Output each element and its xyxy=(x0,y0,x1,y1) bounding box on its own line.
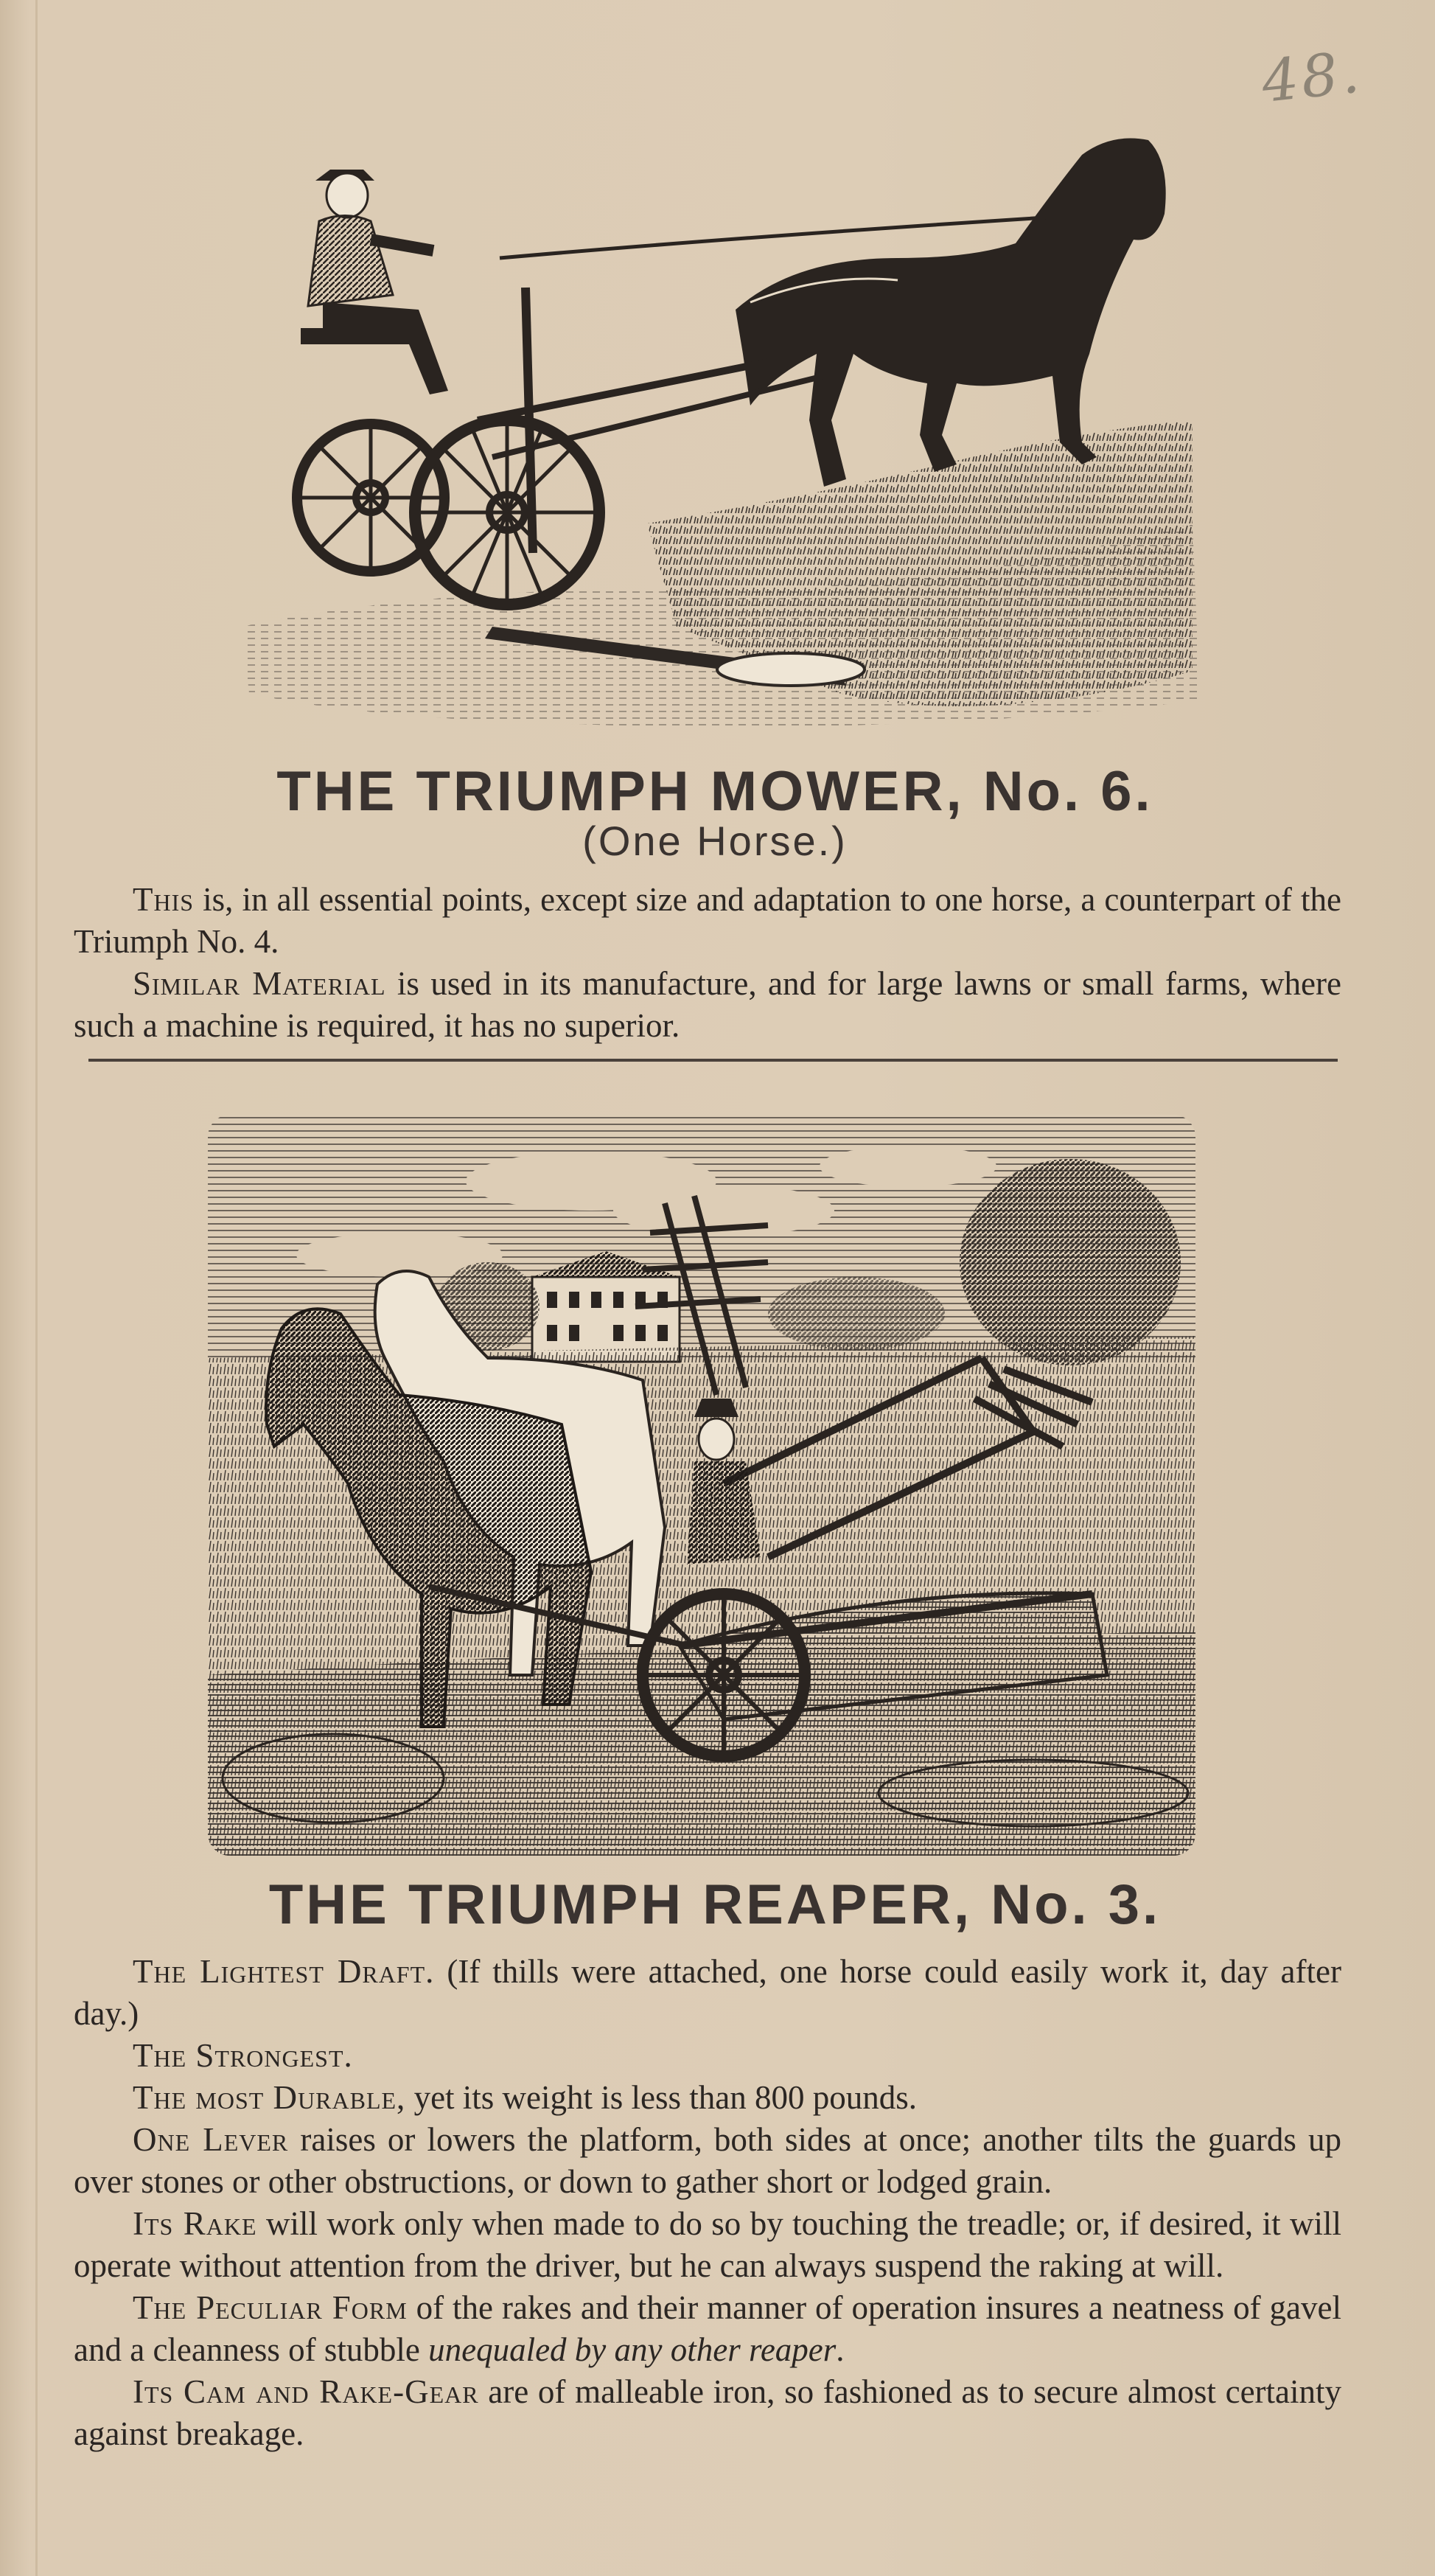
mower-engraving-svg xyxy=(234,111,1206,752)
mower-title: THE TRIUMPH MOWER, No. 6. xyxy=(276,760,1153,823)
mower-paragraph: Similar Material is used in its manufacture, and for large lawns or small farms, where such a machine is required, it has no superior. xyxy=(74,965,1341,1044)
reaper-title: THE TRIUMPH REAPER, No. 3. xyxy=(268,1873,1162,1936)
mower-description xyxy=(74,879,1341,1047)
page-number: 48. xyxy=(1258,39,1366,116)
reaper-paragraph: The Strongest. xyxy=(133,2037,353,2074)
reaper-paragraph: One Lever raises or lowers the platform, both sides at once; another tilts the guards up over stones or other obstructions, or down to gather short or lodged grain. xyxy=(74,2121,1341,2200)
reaper-paragraph: The most Durable, yet its weight is less than 800 pounds. xyxy=(133,2079,918,2116)
section-divider xyxy=(88,1059,1338,1062)
reaper-paragraph: Its Rake will work only when made to do so by touching the treadle; or, if desired, it will operate without attention from the driver, but he can always suspend the raking at will. xyxy=(74,2205,1342,2284)
page-fold xyxy=(35,0,38,2576)
reaper-engraving-svg xyxy=(208,1115,1195,1856)
mower-illustration xyxy=(234,111,1206,752)
reaper-description xyxy=(74,1951,1341,2455)
reaper-paragraph: The Lightest Draft. (If thills were attached, one horse could easily work it, day after day.) xyxy=(74,1953,1341,2032)
mower-paragraph: This is, in all essential points, except size and adaptation to one horse, a counterpart of the Triumph No. 4. xyxy=(74,881,1341,960)
reaper-paragraph: The Peculiar Form of the rakes and their manner of operation insures a neatness of gavel and a cleanness of stubble unequaled by any other reaper. xyxy=(74,2289,1341,2368)
reaper-illustration xyxy=(208,1115,1195,1856)
mower-subtitle: (One Horse.) xyxy=(582,818,848,864)
reaper-paragraph: Its Cam and Rake-Gear are of malleable iron, so fashioned as to secure almost certainty against breakage. xyxy=(74,2373,1342,2452)
